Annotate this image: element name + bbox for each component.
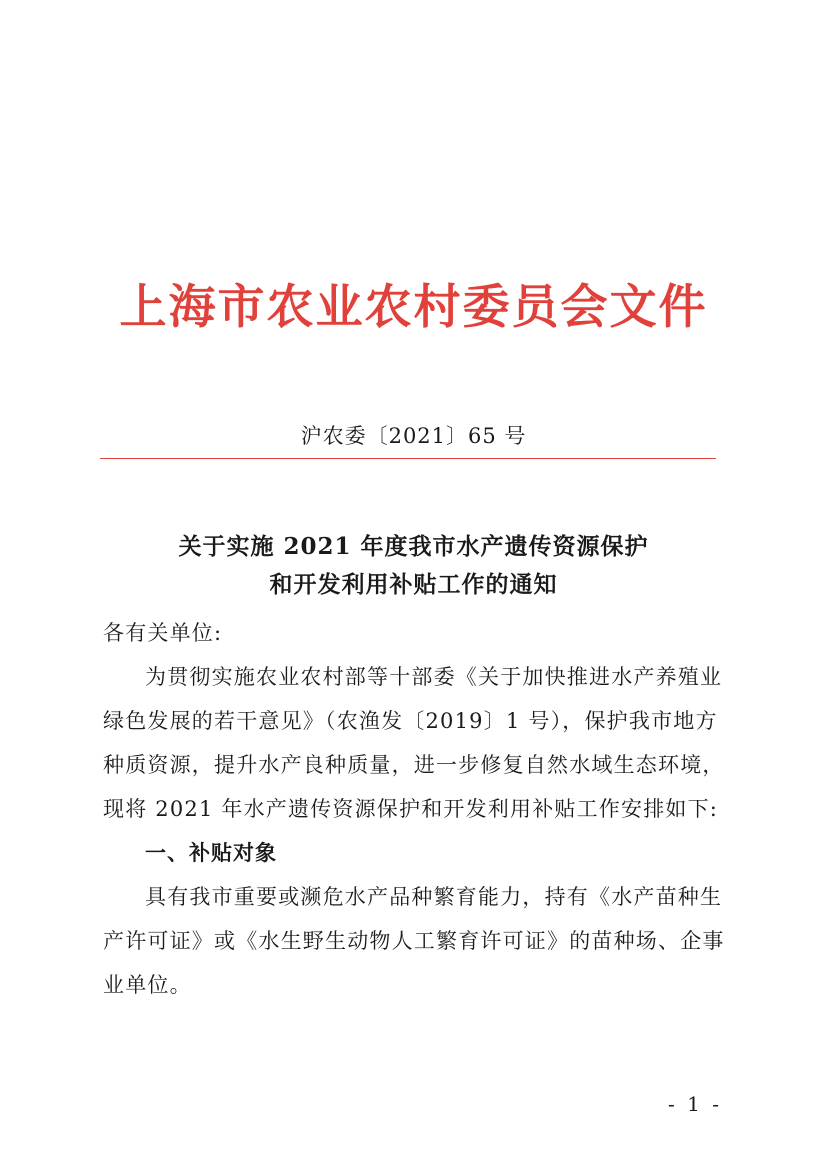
section-1-line-2: 产许可证》或《水生野生动物人工繁育许可证》的苗种场、企事 [103,929,725,953]
salutation: 各有关单位: [103,621,223,645]
red-divider-line [100,458,716,459]
notice-title-line-1: 关于实施 2021 年度我市水产遗传资源保护 [178,533,649,560]
section-1-heading: 一、补贴对象 [145,841,277,865]
intro-line-4: 现将 2021 年水产遗传资源保护和开发利用补贴工作安排如下: [103,797,719,821]
section-1-line-1: 具有我市重要或濒危水产品种繁育能力，持有《水产苗种生 [145,885,723,909]
intro-line-2: 绿色发展的若干意见》（农渔发〔2019〕1 号），保护我市地方 [103,709,718,733]
intro-line-3: 种质资源，提升水产良种质量，进一步修复自然水域生态环境， [103,753,725,777]
intro-line-1: 为贯彻实施农业农村部等十部委《关于加快推进水产养殖业 [145,665,723,689]
issuing-org-title: 上海市农业农村委员会文件 [119,280,708,335]
page-number: - 1 - [668,1092,722,1116]
notice-title-line-2: 和开发利用补贴工作的通知 [269,571,558,598]
section-1-line-3: 业单位。 [103,973,192,997]
document-number: 沪农委〔2021〕65 号 [300,424,527,448]
